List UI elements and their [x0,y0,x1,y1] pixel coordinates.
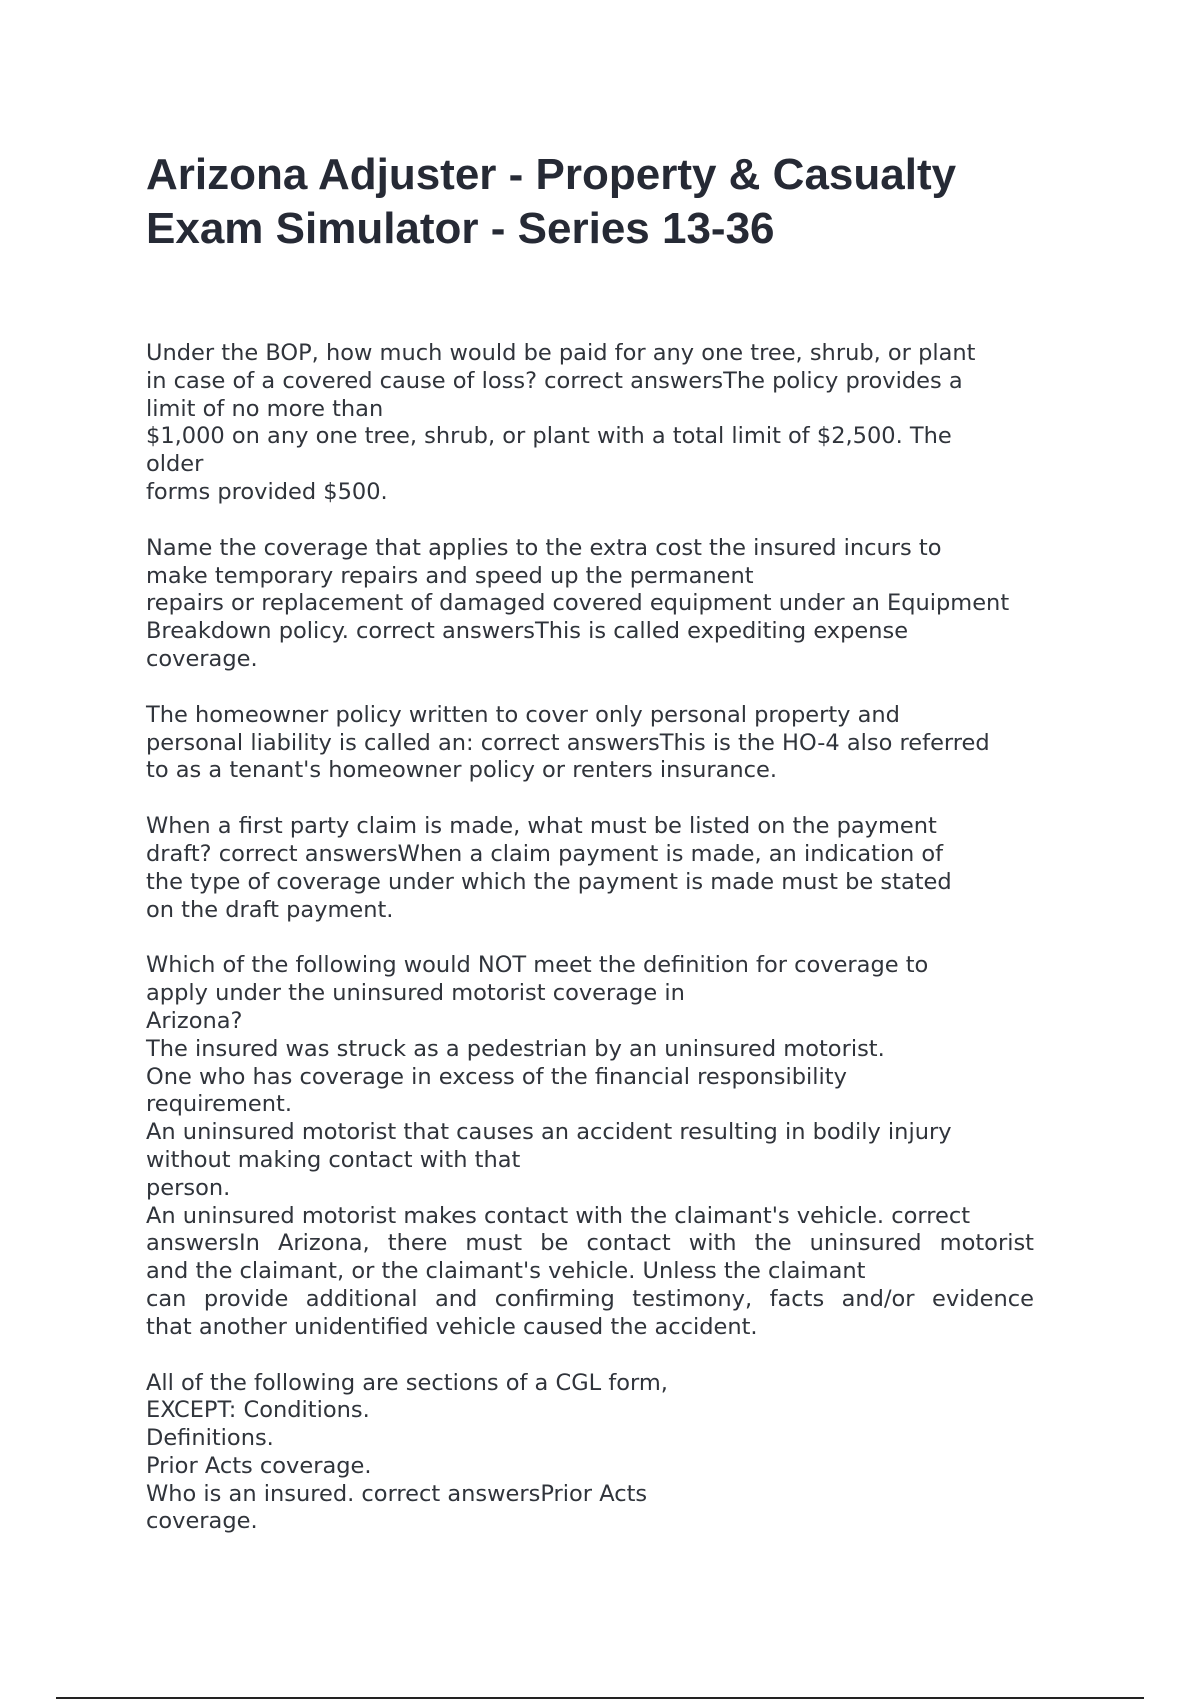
qa-block-payment-draft [146,813,1126,924]
qa-line: One who has coverage in excess of the financial responsibility [146,1063,847,1090]
qa-line: Name the coverage that applies to the extra cost the insured incurs to [146,534,942,561]
qa-line: Who is an insured. correct answersPrior Acts [146,1480,648,1507]
footer-divider [56,1697,1144,1699]
qa-line: and the claimant, or the claimant's vehicle. Unless the claimant [146,1258,866,1285]
qa-line: forms provided $500. [146,478,388,505]
qa-line: $1,000 on any one tree, shrub, or plant with a total limit of $2,500. The [146,423,952,450]
qa-line: Under the BOP, how much would be paid for any one tree, shrub, or plant [146,340,976,366]
qa-line: personal liability is called an: correct answersThis is the HO-4 also referred [146,729,990,756]
qa-line: Which of the following would NOT meet the definition for coverage to [146,952,929,979]
qa-line: on the draft payment. [146,896,394,923]
qa-block-uninsured-motorist [146,952,1126,1341]
qa-line: to as a tenant's homeowner policy or renters insurance. [146,757,778,784]
qa-line: When a first party claim is made, what must be listed on the payment [146,813,937,840]
qa-block-expediting-expense [146,535,1126,674]
qa-line: The insured was struck as a pedestrian by an uninsured motorist. [146,1035,885,1062]
qa-line: can provide additional and confirming testimony, facts and/or evidence [146,1285,1034,1312]
qa-block-bop-tree-limit [146,340,1126,507]
qa-line: Definitions. [146,1425,274,1452]
qa-block-ho4-policy [146,702,1126,785]
qa-line: person. [146,1174,231,1201]
qa-line: Arizona? [146,1007,243,1034]
document-title [146,148,1086,256]
qa-line: without making contact with that [146,1146,521,1173]
qa-line: coverage. [146,1508,258,1535]
qa-line: answersIn Arizona, there must be contact with the uninsured motorist [146,1230,1034,1257]
qa-line: older [146,451,204,478]
qa-line: All of the following are sections of a CGL form, [146,1369,668,1396]
qa-line: that another unidentified vehicle caused the accident. [146,1313,758,1340]
qa-line: EXCEPT: Conditions. [146,1397,370,1424]
qa-line: apply under the uninsured motorist coverage in [146,980,685,1007]
qa-line: the type of coverage under which the payment is made must be stated [146,868,952,895]
qa-line: in case of a covered cause of loss? correct answersThe policy provides a [146,367,963,394]
qa-line: The homeowner policy written to cover only personal property and [146,701,900,728]
qa-line: Breakdown policy. correct answersThis is called expediting expense [146,618,909,645]
qa-line: requirement. [146,1091,292,1118]
qa-line: coverage. [146,645,258,672]
qa-line: An uninsured motorist makes contact with the claimant's vehicle. correct [146,1202,971,1229]
qa-line: draft? correct answersWhen a claim payment is made, an indication of [146,840,944,867]
title-line: Exam Simulator - Series 13-36 [146,204,775,253]
qa-line: An uninsured motorist that causes an accident resulting in bodily injury [146,1119,952,1146]
qa-line: make temporary repairs and speed up the permanent [146,562,754,589]
question-answer-list [146,340,1126,1564]
qa-line: Prior Acts coverage. [146,1452,372,1479]
qa-block-cgl-sections [146,1370,1126,1537]
qa-line: limit of no more than [146,395,384,422]
qa-line: repairs or replacement of damaged covered equipment under an Equipment [146,590,1010,617]
title-line: Arizona Adjuster - Property & Casualty [146,150,957,199]
